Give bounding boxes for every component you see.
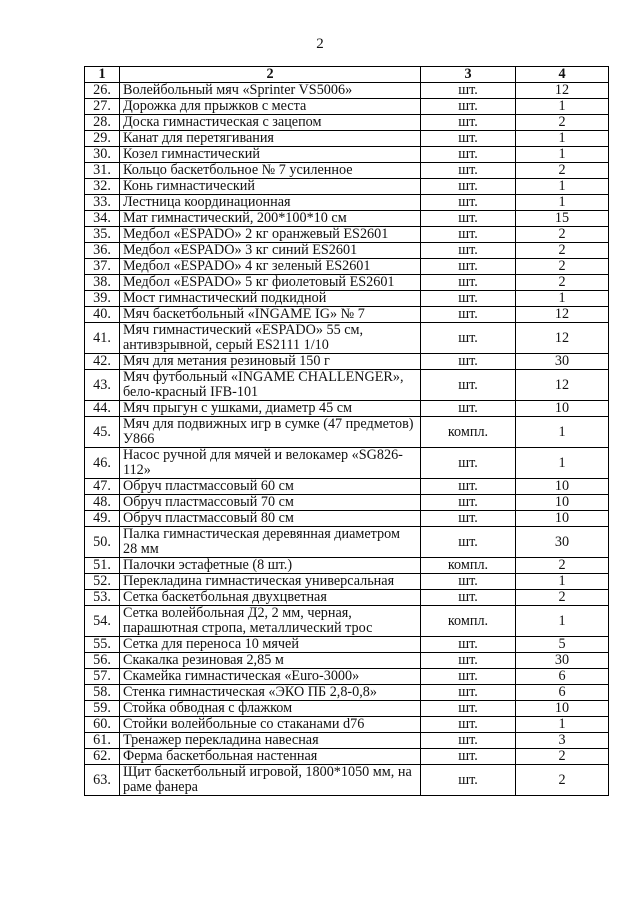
- item-name: Стойки волейбольные со стаканами d76: [120, 717, 421, 733]
- table-row: [85, 765, 609, 796]
- item-quantity: 2: [516, 590, 609, 606]
- item-unit: шт.: [421, 717, 516, 733]
- item-quantity: 1: [516, 291, 609, 307]
- item-name: Ферма баскетбольная настенная: [120, 749, 421, 765]
- item-quantity: 1: [516, 448, 609, 479]
- item-name: Медбол «ESPADO» 2 кг оранжевый ES2601: [120, 227, 421, 243]
- item-name: Медбол «ESPADO» 5 кг фиолетовый ES2601: [120, 275, 421, 291]
- item-quantity: 2: [516, 275, 609, 291]
- item-quantity: 1: [516, 717, 609, 733]
- table-row: [85, 323, 609, 354]
- item-unit: шт.: [421, 163, 516, 179]
- item-unit: шт.: [421, 448, 516, 479]
- table-row: [85, 275, 609, 291]
- item-unit: шт.: [421, 765, 516, 796]
- row-number: 26.: [85, 83, 120, 99]
- table-row: [85, 717, 609, 733]
- table-row: [85, 211, 609, 227]
- item-quantity: 30: [516, 354, 609, 370]
- item-quantity: 1: [516, 131, 609, 147]
- item-name: Мост гимнастический подкидной: [120, 291, 421, 307]
- item-quantity: 30: [516, 527, 609, 558]
- item-quantity: 1: [516, 195, 609, 211]
- table-row: [85, 99, 609, 115]
- row-number: 29.: [85, 131, 120, 147]
- item-name: Козел гимнастический: [120, 147, 421, 163]
- item-unit: шт.: [421, 99, 516, 115]
- table-row: [85, 243, 609, 259]
- item-unit: шт.: [421, 354, 516, 370]
- row-number: 56.: [85, 653, 120, 669]
- item-quantity: 10: [516, 479, 609, 495]
- item-unit: шт.: [421, 179, 516, 195]
- item-name: Мат гимнастический, 200*100*10 см: [120, 211, 421, 227]
- item-name: Лестница координационная: [120, 195, 421, 211]
- table-row: [85, 147, 609, 163]
- row-number: 30.: [85, 147, 120, 163]
- item-quantity: 1: [516, 99, 609, 115]
- row-number: 46.: [85, 448, 120, 479]
- item-name: Мяч футбольный «INGAME CHALLENGER», бело-красный IFB-101: [120, 370, 421, 401]
- item-name: Мяч для подвижных игр в сумке (47 предметов) У866: [120, 417, 421, 448]
- item-name: Доска гимнастическая с зацепом: [120, 115, 421, 131]
- item-unit: шт.: [421, 653, 516, 669]
- item-name: Медбол «ESPADO» 3 кг синий ES2601: [120, 243, 421, 259]
- item-unit: шт.: [421, 574, 516, 590]
- table-row: [85, 574, 609, 590]
- row-number: 32.: [85, 179, 120, 195]
- item-name: Стойка обводная с флажком: [120, 701, 421, 717]
- item-name: Обруч пластмассовый 60 см: [120, 479, 421, 495]
- table-row: [85, 527, 609, 558]
- row-number: 37.: [85, 259, 120, 275]
- row-number: 44.: [85, 401, 120, 417]
- row-number: 60.: [85, 717, 120, 733]
- item-quantity: 2: [516, 243, 609, 259]
- item-quantity: 10: [516, 511, 609, 527]
- table-row: [85, 83, 609, 99]
- table-body: [85, 83, 609, 796]
- item-unit: компл.: [421, 417, 516, 448]
- row-number: 57.: [85, 669, 120, 685]
- item-unit: шт.: [421, 401, 516, 417]
- item-quantity: 1: [516, 147, 609, 163]
- item-unit: шт.: [421, 495, 516, 511]
- item-name: Волейбольный мяч «Sprinter VS5006»: [120, 83, 421, 99]
- table-row: [85, 179, 609, 195]
- item-quantity: 6: [516, 685, 609, 701]
- item-unit: шт.: [421, 195, 516, 211]
- table-row: [85, 511, 609, 527]
- table-row: [85, 749, 609, 765]
- row-number: 40.: [85, 307, 120, 323]
- item-unit: шт.: [421, 227, 516, 243]
- item-unit: шт.: [421, 527, 516, 558]
- header-col-1: 1: [85, 67, 120, 83]
- item-name: Палочки эстафетные (8 шт.): [120, 558, 421, 574]
- item-quantity: 10: [516, 401, 609, 417]
- item-unit: шт.: [421, 83, 516, 99]
- table-row: [85, 701, 609, 717]
- item-name: Стенка гимнастическая «ЭКО ПБ 2,8-0,8»: [120, 685, 421, 701]
- item-quantity: 1: [516, 179, 609, 195]
- header-col-3: 3: [421, 67, 516, 83]
- table-row: [85, 637, 609, 653]
- row-number: 31.: [85, 163, 120, 179]
- table-row: [85, 354, 609, 370]
- item-quantity: 2: [516, 115, 609, 131]
- table-row: [85, 307, 609, 323]
- item-name: Щит баскетбольный игровой, 1800*1050 мм, на раме фанера: [120, 765, 421, 796]
- row-number: 42.: [85, 354, 120, 370]
- row-number: 52.: [85, 574, 120, 590]
- item-quantity: 2: [516, 765, 609, 796]
- row-number: 43.: [85, 370, 120, 401]
- item-unit: компл.: [421, 606, 516, 637]
- row-number: 38.: [85, 275, 120, 291]
- row-number: 62.: [85, 749, 120, 765]
- row-number: 48.: [85, 495, 120, 511]
- item-quantity: 12: [516, 307, 609, 323]
- item-unit: шт.: [421, 511, 516, 527]
- table-row: [85, 131, 609, 147]
- table-row: [85, 195, 609, 211]
- table-row: [85, 259, 609, 275]
- table-row: [85, 685, 609, 701]
- item-unit: шт.: [421, 147, 516, 163]
- row-number: 39.: [85, 291, 120, 307]
- item-quantity: 12: [516, 83, 609, 99]
- table-row: [85, 479, 609, 495]
- item-unit: шт.: [421, 307, 516, 323]
- row-number: 54.: [85, 606, 120, 637]
- item-unit: шт.: [421, 323, 516, 354]
- row-number: 28.: [85, 115, 120, 131]
- item-name: Мяч гимнастический «ESPADO» 55 см, антивзрывной, серый ES2111 1/10: [120, 323, 421, 354]
- row-number: 27.: [85, 99, 120, 115]
- row-number: 49.: [85, 511, 120, 527]
- table-row: [85, 669, 609, 685]
- item-name: Мяч прыгун с ушками, диаметр 45 см: [120, 401, 421, 417]
- item-quantity: 2: [516, 227, 609, 243]
- item-name: Палка гимнастическая деревянная диаметром 28 мм: [120, 527, 421, 558]
- item-unit: шт.: [421, 701, 516, 717]
- row-number: 51.: [85, 558, 120, 574]
- item-quantity: 1: [516, 574, 609, 590]
- row-number: 61.: [85, 733, 120, 749]
- item-unit: шт.: [421, 131, 516, 147]
- item-quantity: 1: [516, 417, 609, 448]
- table-row: [85, 163, 609, 179]
- item-name: Обруч пластмассовый 80 см: [120, 511, 421, 527]
- table-row: [85, 606, 609, 637]
- item-name: Дорожка для прыжков с места: [120, 99, 421, 115]
- item-unit: шт.: [421, 637, 516, 653]
- item-quantity: 5: [516, 637, 609, 653]
- table-row: [85, 291, 609, 307]
- item-name: Медбол «ESPADO» 4 кг зеленый ES2601: [120, 259, 421, 275]
- item-quantity: 2: [516, 749, 609, 765]
- item-name: Канат для перетягивания: [120, 131, 421, 147]
- table-row: [85, 733, 609, 749]
- table-row: [85, 401, 609, 417]
- table-row: [85, 558, 609, 574]
- item-unit: компл.: [421, 558, 516, 574]
- item-unit: шт.: [421, 115, 516, 131]
- item-unit: шт.: [421, 749, 516, 765]
- item-unit: шт.: [421, 275, 516, 291]
- item-unit: шт.: [421, 733, 516, 749]
- row-number: 58.: [85, 685, 120, 701]
- row-number: 45.: [85, 417, 120, 448]
- item-name: Сетка для переноса 10 мячей: [120, 637, 421, 653]
- row-number: 55.: [85, 637, 120, 653]
- inventory-table: [84, 66, 609, 796]
- row-number: 35.: [85, 227, 120, 243]
- item-name: Обруч пластмассовый 70 см: [120, 495, 421, 511]
- table-row: [85, 653, 609, 669]
- item-unit: шт.: [421, 370, 516, 401]
- table-row: [85, 495, 609, 511]
- item-quantity: 15: [516, 211, 609, 227]
- table-row: [85, 227, 609, 243]
- item-name: Перекладина гимнастическая универсальная: [120, 574, 421, 590]
- item-unit: шт.: [421, 259, 516, 275]
- table-row: [85, 417, 609, 448]
- item-unit: шт.: [421, 479, 516, 495]
- item-unit: шт.: [421, 243, 516, 259]
- item-quantity: 12: [516, 370, 609, 401]
- item-unit: шт.: [421, 669, 516, 685]
- table-row: [85, 370, 609, 401]
- page-number: 2: [316, 36, 324, 52]
- item-quantity: 2: [516, 163, 609, 179]
- item-name: Мяч баскетбольный «INGAME IG» № 7: [120, 307, 421, 323]
- item-name: Мяч для метания резиновый 150 г: [120, 354, 421, 370]
- header-col-2: 2: [120, 67, 421, 83]
- item-quantity: 2: [516, 558, 609, 574]
- item-name: Сетка баскетбольная двухцветная: [120, 590, 421, 606]
- item-quantity: 30: [516, 653, 609, 669]
- item-quantity: 6: [516, 669, 609, 685]
- table-row: [85, 590, 609, 606]
- item-name: Сетка волейбольная Д2, 2 мм, черная, парашютная стропа, металлический трос: [120, 606, 421, 637]
- item-quantity: 10: [516, 495, 609, 511]
- item-name: Кольцо баскетбольное № 7 усиленное: [120, 163, 421, 179]
- item-name: Скакалка резиновая 2,85 м: [120, 653, 421, 669]
- item-quantity: 3: [516, 733, 609, 749]
- item-unit: шт.: [421, 211, 516, 227]
- row-number: 50.: [85, 527, 120, 558]
- row-number: 59.: [85, 701, 120, 717]
- item-name: Конь гимнастический: [120, 179, 421, 195]
- table-row: [85, 448, 609, 479]
- item-quantity: 10: [516, 701, 609, 717]
- item-unit: шт.: [421, 685, 516, 701]
- item-name: Насос ручной для мячей и велокамер «SG826-112»: [120, 448, 421, 479]
- row-number: 63.: [85, 765, 120, 796]
- table-row: [85, 115, 609, 131]
- item-name: Скамейка гимнастическая «Euro-3000»: [120, 669, 421, 685]
- row-number: 34.: [85, 211, 120, 227]
- row-number: 33.: [85, 195, 120, 211]
- row-number: 47.: [85, 479, 120, 495]
- item-quantity: 1: [516, 606, 609, 637]
- row-number: 41.: [85, 323, 120, 354]
- row-number: 53.: [85, 590, 120, 606]
- item-unit: шт.: [421, 291, 516, 307]
- item-quantity: 2: [516, 259, 609, 275]
- row-number: 36.: [85, 243, 120, 259]
- item-quantity: 12: [516, 323, 609, 354]
- item-name: Тренажер перекладина навесная: [120, 733, 421, 749]
- table-header-row: [85, 67, 609, 83]
- item-unit: шт.: [421, 590, 516, 606]
- header-col-4: 4: [516, 67, 609, 83]
